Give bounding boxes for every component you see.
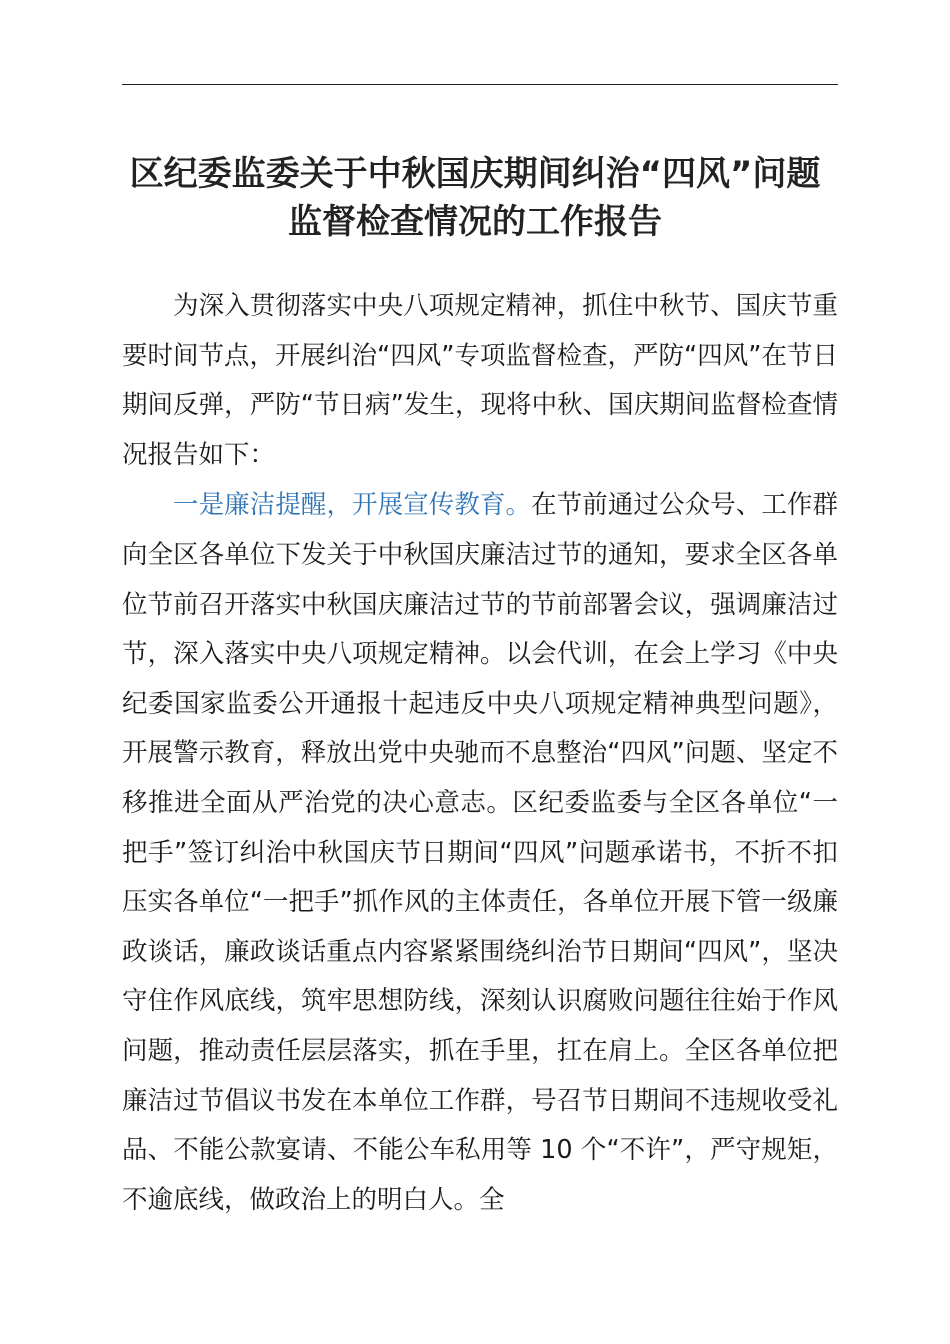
document-body bbox=[122, 282, 838, 1226]
title-line-2: 监督检查情况的工作报告 bbox=[288, 202, 662, 242]
document-title bbox=[100, 150, 850, 246]
title-line-1: 区纪委监委关于中秋国庆期间纠治“四风”问题 bbox=[129, 154, 821, 194]
intro-paragraph: 为深入贯彻落实中央八项规定精神，抓住中秋节、国庆节重要时间节点，开展纠治“四风”专项监督检查，严防“四风”在节日期间反弹，严防“节日病”发生，现将中秋、国庆期间监督检查情况报告如下： bbox=[122, 291, 838, 470]
section-1-heading: 一是廉洁提醒，开展宣传教育。 bbox=[173, 490, 532, 521]
section-1-paragraph bbox=[122, 481, 838, 1225]
section-1-body: 在节前通过公众号、工作群向全区各单位下发关于中秋国庆廉洁过节的通知，要求全区各单位节前召开落实中秋国庆廉洁过节的节前部署会议，强调廉洁过节，深入落实中央八项规定精神。以会代训，在会上学习《中央纪委国家监委公开通报十起违反中央八项规定精神典型问题》，开展警示教育，释放出党中央驰而不息整治“四风”问题、坚定不移推进全面从严治党的决心意志。区纪委监委与全区各单位“一把手”签订纠治中秋国庆节日期间“四风”问题承诺书，不折不扣压实各单位“一把手”抓作风的主体责任，各单位开展下管一级廉政谈话，廉政谈话重点内容紧紧围绕纠治节日期间“四风”，坚决守住作风底线，筑牢思想防线，深刻认识腐败问题往往始于作风问题，推动责任层层落实，抓在手里，扛在肩上。全区各单位把廉洁过节倡议书发在本单位工作群，号召节日期间不违规收受礼品、不能公款宴请、不能公车私用等 10 个“不许”，严守规矩，不逾底线，做政治上的明白人。全 bbox=[122, 490, 838, 1215]
header-rule bbox=[122, 84, 838, 85]
